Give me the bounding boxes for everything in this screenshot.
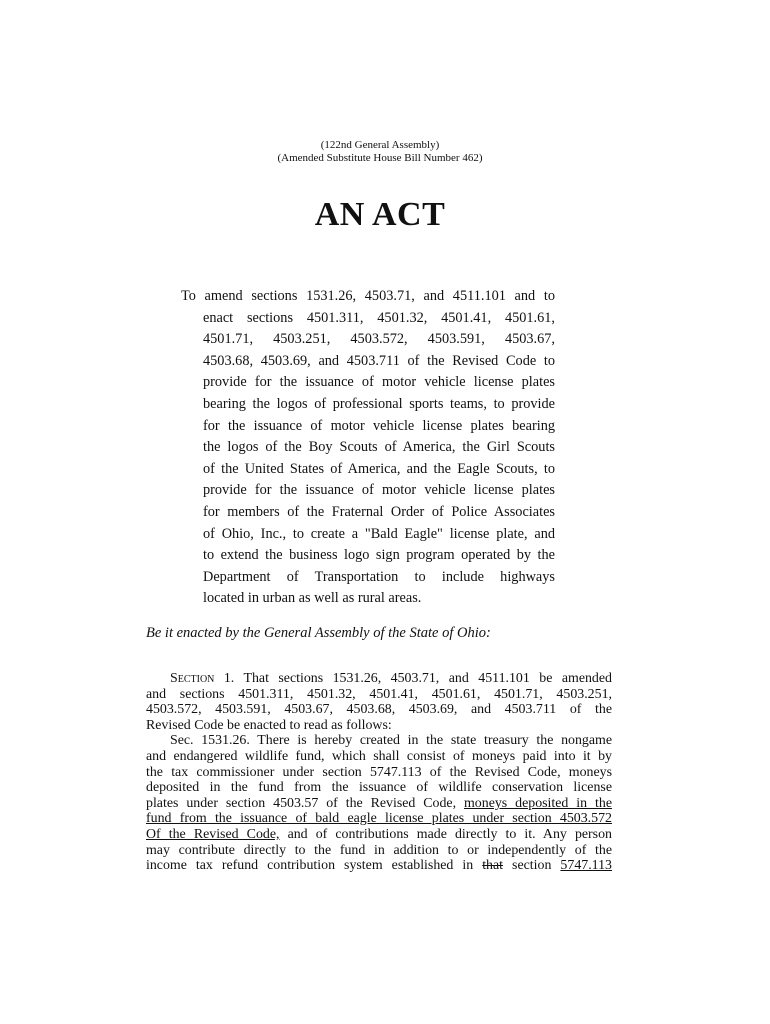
bill-number-line: (Amended Substitute House Bill Number 462) <box>277 152 483 164</box>
inserted-text: fund from the issuance of bald eagle license plates under section 4503.572 <box>146 811 612 827</box>
sec-1531-26-line: deposited in the fund from the issuance of wildlife conservation license <box>146 780 612 796</box>
purpose-line: To amend sections 1531.26, 4503.71, and 4511.101 and to <box>181 288 555 304</box>
enacting-clause: Be it enacted by the General Assembly of the State of Ohio: <box>146 625 491 641</box>
sec-1531-26-line: Sec. 1531.26. There is hereby created in the state treasury the nongame <box>170 733 612 749</box>
sec-1531-26-line: Of the Revised Code, and of contributions made directly to it. Any person <box>146 826 612 842</box>
purpose-line: provide for the issuance of motor vehicle license plates <box>203 374 555 391</box>
purpose-line: Department of Transportation to include highways <box>203 568 555 585</box>
purpose-line: for members of the Fraternal Order of Police Associates <box>203 503 555 520</box>
purpose-line: 4503.68, 4503.69, and 4503.711 of the Revised Code to <box>203 352 555 369</box>
purpose-line: for the issuance of motor vehicle license plates bearing <box>203 417 555 434</box>
inserted-text: moneys deposited in the <box>464 795 612 811</box>
assembly-line: (122nd General Assembly) <box>320 139 440 151</box>
purpose-line: enact sections 4501.311, 4501.32, 4501.41, 4501.61, <box>203 309 555 326</box>
purpose-line: the logos of the Boy Scouts of America, the Girl Scouts <box>203 439 555 456</box>
purpose-line: 4501.71, 4503.251, 4503.572, 4503.591, 4503.67, <box>203 331 555 348</box>
bill-body <box>146 671 612 874</box>
section-1-line: and sections 4501.311, 4501.32, 4501.41, 4501.61, 4501.71, 4503.251, <box>146 686 612 702</box>
deleted-text: that <box>482 858 504 874</box>
purpose-line: of Ohio, Inc., to create a "Bald Eagle" license plate, and <box>203 525 555 542</box>
purpose-line: of the United States of America, and the Eagle Scouts, to <box>203 460 555 477</box>
bill-header <box>0 139 760 165</box>
inserted-text: 5747.113 <box>560 858 612 874</box>
sec-1531-26-line: the tax commissioner under section 5747.113 of the Revised Code, moneys <box>146 764 612 780</box>
sec-1531-26-line: income tax refund contribution system established in that section 5747.113 <box>146 858 612 874</box>
act-title: AN ACT <box>314 196 446 233</box>
section-1-line: 4503.572, 4503.591, 4503.67, 4503.68, 4503.69, and 4503.711 of the <box>146 702 612 718</box>
section-1-line: Revised Code be enacted to read as follows: <box>146 717 392 733</box>
section-1-line: Section 1. That sections 1531.26, 4503.71, and 4511.101 be amended <box>170 671 612 686</box>
section-label: Section <box>170 671 215 686</box>
purpose-line: to extend the business logo sign program operated by the <box>203 547 555 564</box>
purpose-clause <box>181 286 555 610</box>
sec-1531-26-line: plates under section 4503.57 of the Revised Code, moneys deposited in the <box>146 795 612 811</box>
sec-1531-26-line: and endangered wildlife fund, which shall consist of moneys paid into it by <box>146 748 612 764</box>
inserted-text: Of the Revised Code, <box>146 826 280 842</box>
sec-1531-26-line: may contribute directly to the fund in addition to or independently of the <box>146 842 612 858</box>
purpose-line: bearing the logos of professional sports teams, to provide <box>203 395 555 412</box>
purpose-line: provide for the issuance of motor vehicle license plates <box>203 482 555 499</box>
sec-1531-26-line <box>146 811 612 827</box>
purpose-line: located in urban as well as rural areas. <box>203 590 422 607</box>
